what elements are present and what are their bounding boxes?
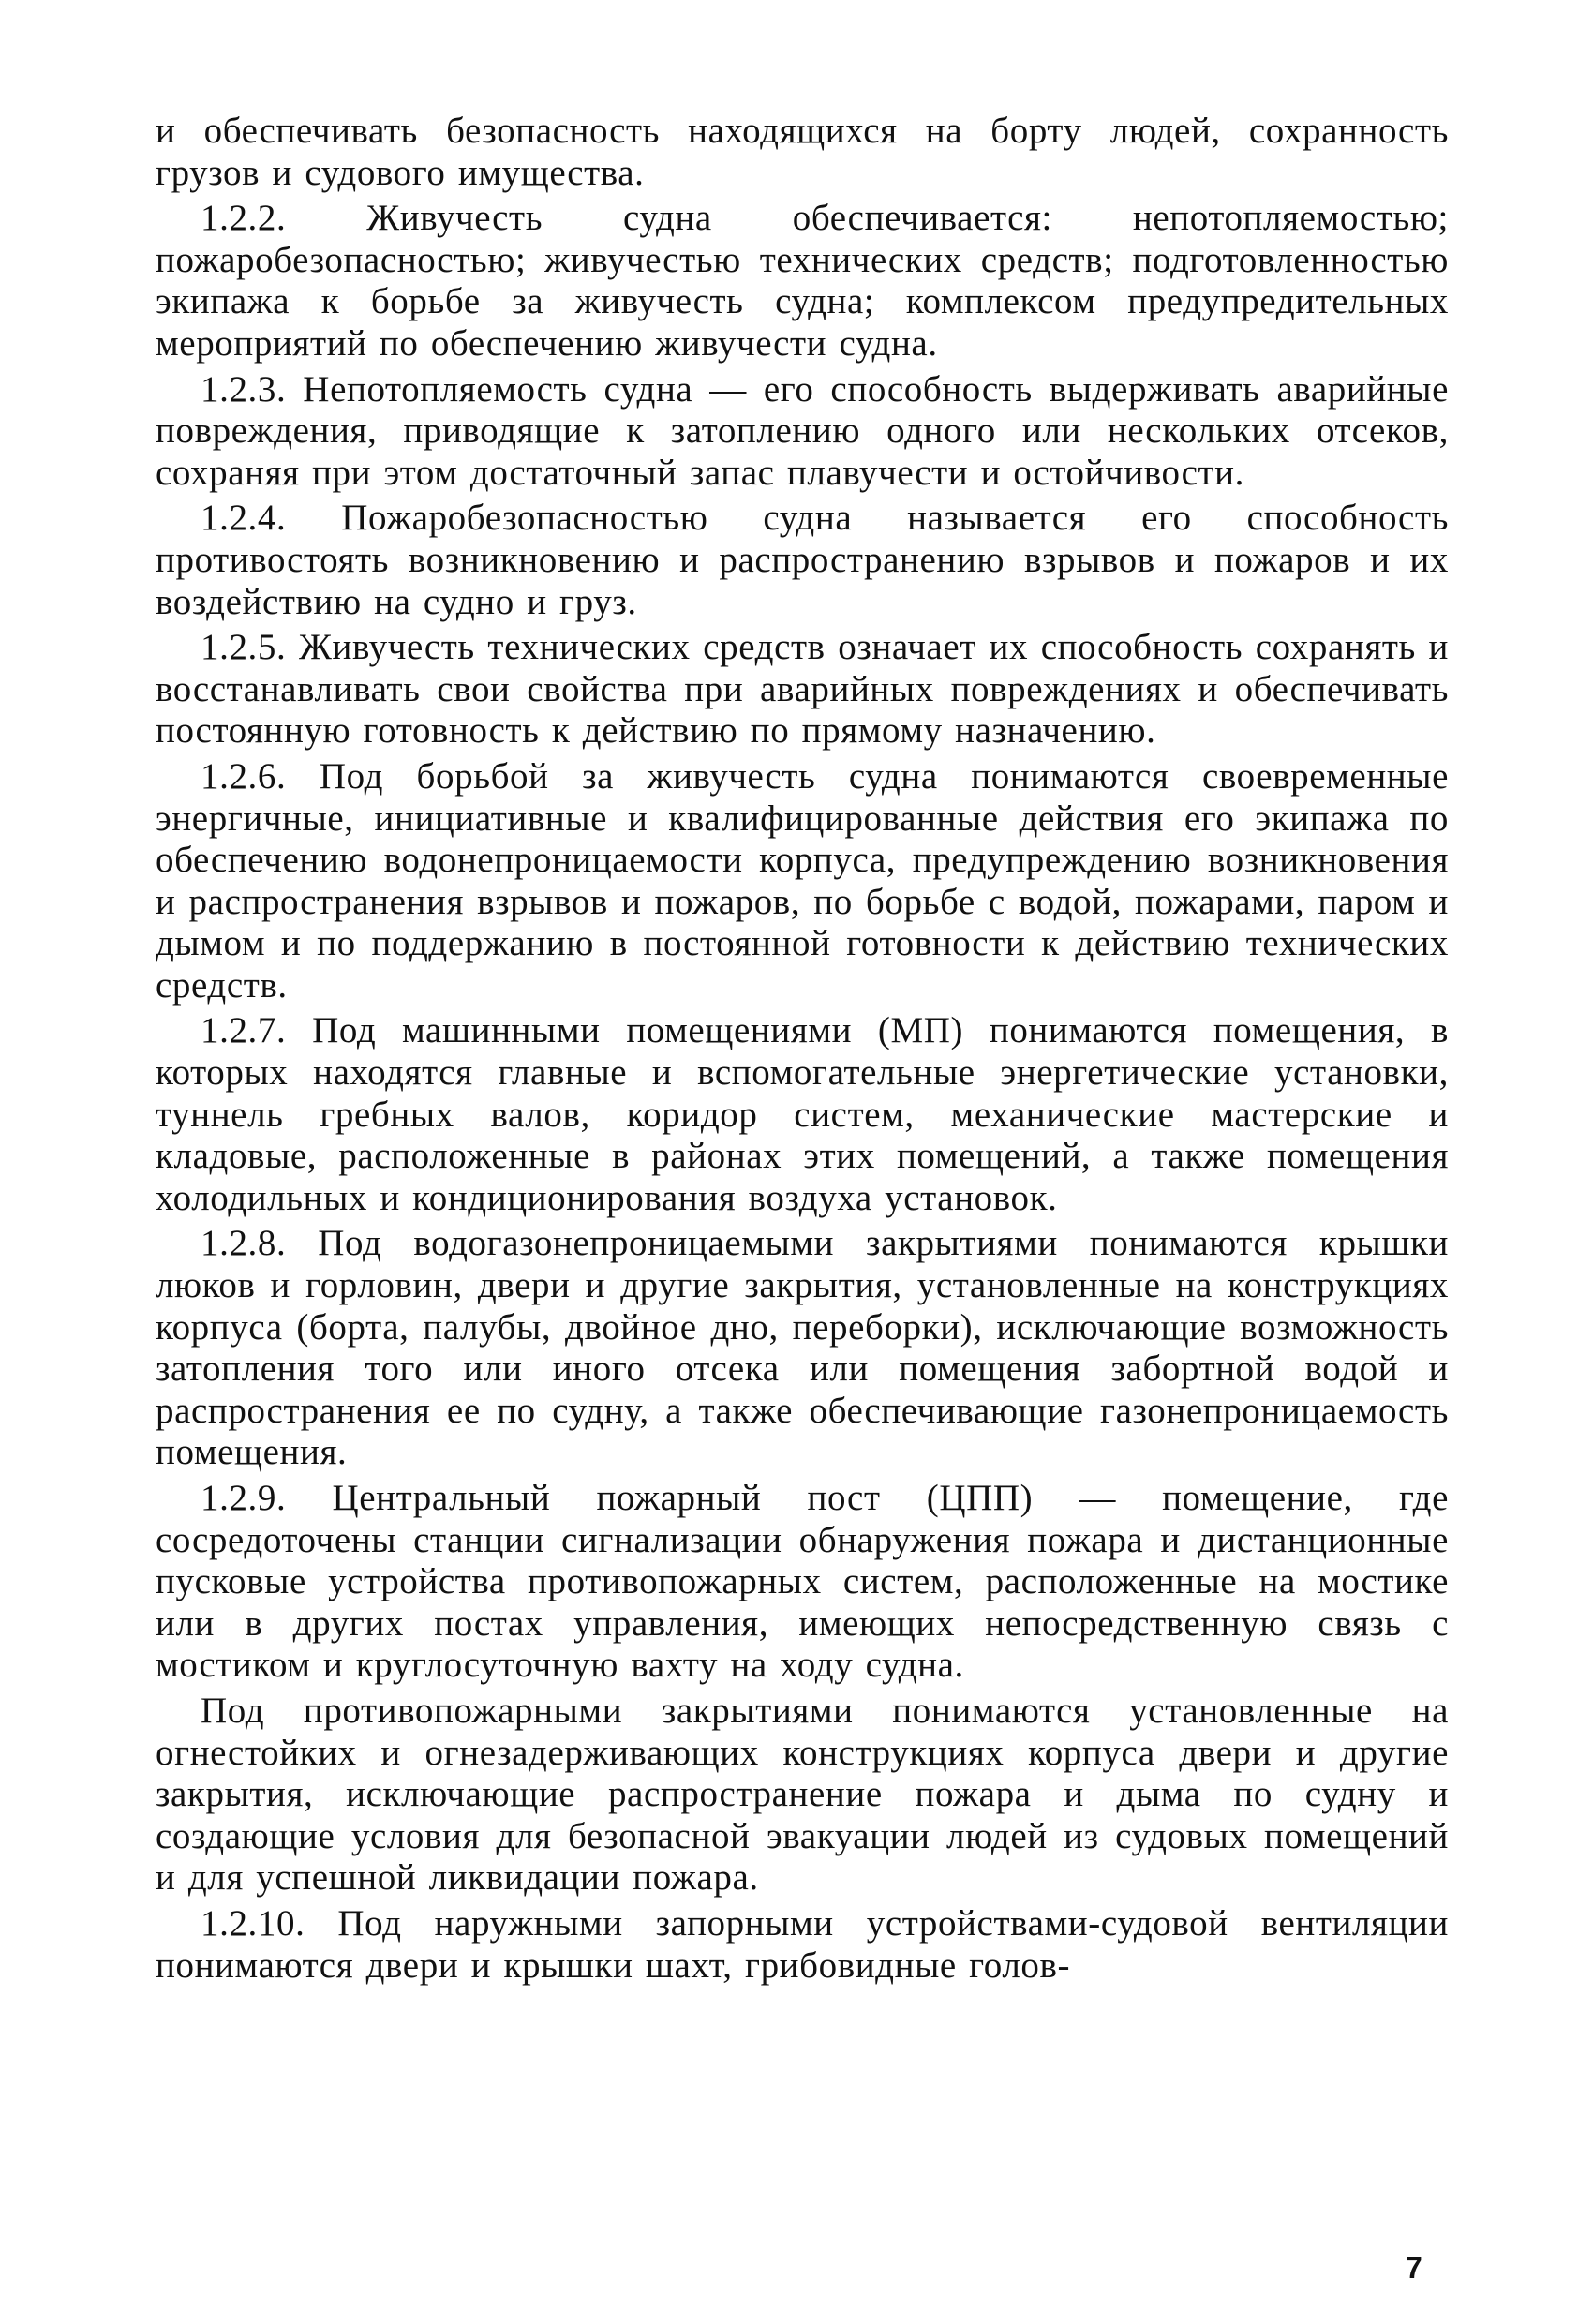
paragraph-1-2-8: 1.2.8. Под водогазонепроницаемыми закрытиями понимаются крышки люков и горловин, двери и другие закрытия, установленные на конструкциях корпуса (борта, палубы, двойное дно, переборки), исключающие возможность затопления того или иного отсека или помещения забортной водой и распространения ее по судну, а также обеспечивающие газонепроницаемость помещения. [156, 1223, 1449, 1473]
paragraph-1-2-10: 1.2.10. Под наружными запорными устройствами-судовой вентиляции понимаются двери и крышки шахт, грибовидные голов- [156, 1902, 1449, 1986]
paragraph-1-2-2: 1.2.2. Живучесть судна обеспечивается: непотопляемостью; пожаробезопасностью; живучестью технических средств; подготовленностью экипажа к борьбе за живучесть судна; комплексом предупредительных мероприятий по обеспечению живучести судна. [156, 198, 1449, 364]
paragraph-continuation: и обеспечивать безопасность находящихся на борту людей, сохранность грузов и судового имущества. [156, 111, 1449, 193]
paragraph-1-2-9: 1.2.9. Центральный пожарный пост (ЦПП) — помещение, где сосредоточены станции сигнализации обнаружения пожара и дистанционные пусковые устройства противопожарных систем, расположенные на мостике или в других постах управления, имеющих непосредственную связь с мостиком и круглосуточную вахту на ходу судна. [156, 1478, 1449, 1686]
paragraph-1-2-4: 1.2.4. Пожаробезопасностью судна называется его способность противостоять возникновению и распространению взрывов и пожаров и их воздействию на судно и груз. [156, 498, 1449, 622]
paragraph-1-2-6: 1.2.6. Под борьбой за живучесть судна понимаются своевременные энергичные, инициативные и квалифицированные действия его экипажа по обеспечению водонепроницаемости корпуса, предупреждению возникновения и распространения взрывов и пожаров, по борьбе с водой, пожарами, паром и дымом и по поддержанию в постоянной готовности к действию технических средств. [156, 755, 1449, 1006]
paragraph-fire-closures: Под противопожарными закрытиями понимаются установленные на огнестойких и огнезадерживающих конструкциях корпуса двери и другие закрытия, исключающие распространение пожара и дыма по судну и создающие условия для безопасной эвакуации людей из судовых помещений и для успешной ликвидации пожара. [156, 1690, 1449, 1899]
paragraph-1-2-3: 1.2.3. Непотопляемость судна — его способность выдерживать аварийные повреждения, приводящие к затоплению одного или нескольких отсеков, сохраняя при этом достаточный запас плавучести и остойчивости. [156, 368, 1449, 493]
page-number: 7 [1406, 2251, 1422, 2285]
document-body [156, 111, 1449, 1990]
paragraph-1-2-5: 1.2.5. Живучесть технических средств означает их способность сохранять и восстанавливать свои свойства при аварийных повреждениях и обеспечивать постоянную готовность к действию по прямому назначению. [156, 627, 1449, 752]
paragraph-1-2-7: 1.2.7. Под машинными помещениями (МП) понимаются помещения, в которых находятся главные и вспомогательные энергетические установки, туннель гребных валов, коридор систем, механические мастерские и кладовые, расположенные в районах этих помещений, а также помещения холодильных и кондиционирования воздуха установок. [156, 1010, 1449, 1218]
